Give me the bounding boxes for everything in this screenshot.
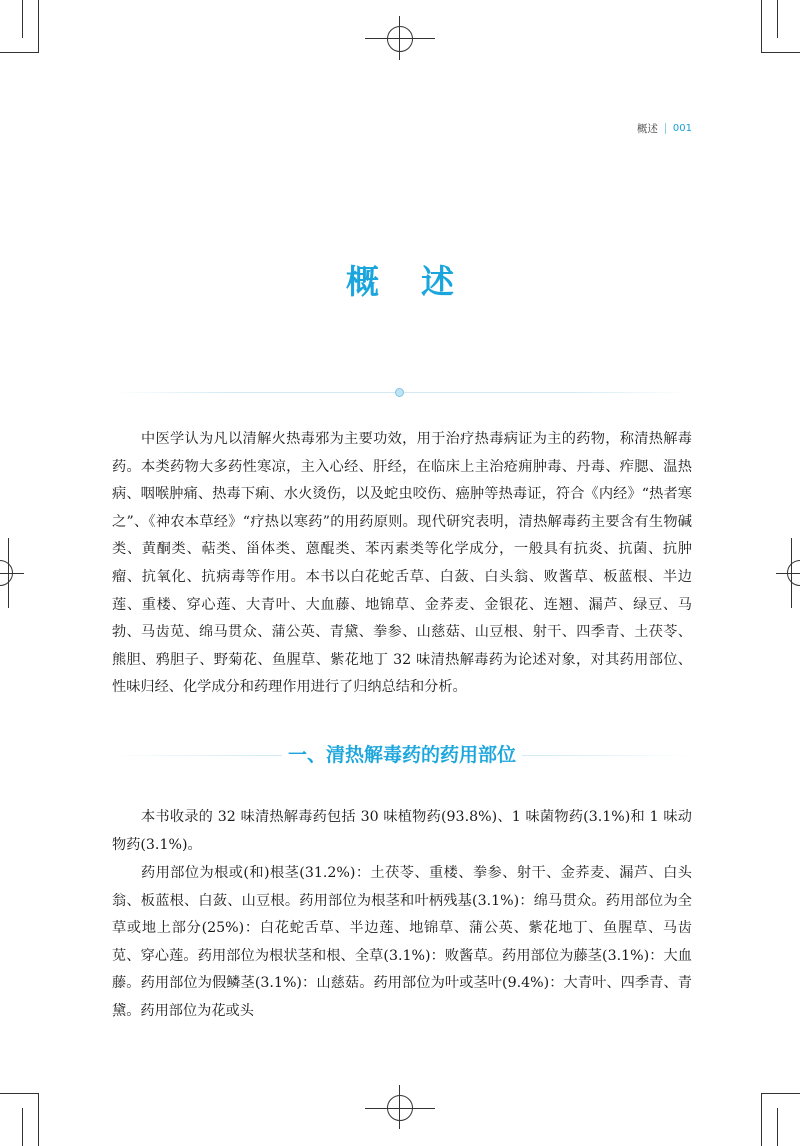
- running-head-separator: [665, 123, 666, 134]
- section-paragraph-2: 药用部位为根或(和)根茎(31.2%)：土茯苓、重楼、拳参、射干、金荞麦、漏芦、白头翁、板蓝根、白蔹、山豆根。药用部位为根茎和叶柄残基(3.1%)：绵马贯众。药用部位为全草或地上部分(25%)：白花蛇舌草、半边莲、地锦草、蒲公英、紫花地丁、鱼腥草、马齿苋、穿心莲。药用部位为根状茎和根、全草(3.1%)：败酱草。药用部位为藤茎(3.1%)：大血藤。药用部位为假鳞茎(3.1%)：山慈菇。药用部位为叶或茎叶(9.4%)：大青叶、四季青、青黛。药用部位为花或头: [112, 865, 692, 1019]
- crop-mark: [761, 0, 762, 53]
- crop-mark: [0, 52, 38, 53]
- crop-mark: [777, 1108, 778, 1146]
- divider-ornament: [395, 388, 404, 397]
- crop-mark: [0, 1093, 38, 1094]
- running-head-title: 概述: [636, 123, 658, 135]
- crop-mark: [38, 1093, 39, 1146]
- intro-paragraph: 中医学认为凡以清解火热毒邪为主要功效，用于治疗热毒病证为主的药物，称清热解毒药。本类药物大多药性寒凉，主入心经、肝经，在临床上主治疮痈肿毒、丹毒、痄腮、温热病、咽喉肿痛、热毒下痢、水火烫伤，以及蛇虫咬伤、癌肿等热毒证，符合《内经》“热者寒之”、《神农本草经》“疗热以寒药”的用药原则。现代研究表明，清热解毒药主要含有生物碱类、黄酮类、萜类、甾体类、蒽醌类、苯丙素类等化学成分，一般具有抗炎、抗菌、抗肿瘤、抗氧化、抗病毒等作用。本书以白花蛇舌草、白蔹、白头翁、败酱草、板蓝根、半边莲、重楼、穿心莲、大青叶、大血藤、地锦草、金荞麦、金银花、连翘、漏芦、绿豆、马勃、马齿苋、绵马贯众、蒲公英、青黛、拳参、山慈菇、山豆根、射干、四季青、土茯苓、熊胆、鸦胆子、野菊花、鱼腥草、紫花地丁 32 味清热解毒药为论述对象，对其药用部位、性味归经、化学成分和药理作用进行了归纳总结和分析。: [112, 431, 692, 696]
- crop-mark: [761, 1093, 762, 1146]
- crop-mark: [38, 0, 39, 53]
- crop-mark: [22, 0, 23, 38]
- crop-mark: [777, 0, 778, 38]
- section-paragraph-1: 本书收录的 32 味清热解毒药包括 30 味植物药(93.8%)、1 味菌物药(3.1%)和 1 味动物药(3.1%)。: [112, 809, 692, 853]
- page-number: 001: [672, 123, 692, 134]
- section-heading: 一、清热解毒药的药用部位: [282, 744, 522, 766]
- crop-mark: [22, 1108, 23, 1146]
- section-heading-block: [112, 740, 692, 770]
- running-head: [637, 121, 692, 136]
- crop-mark: [762, 52, 800, 53]
- chapter-title: 概述: [346, 262, 496, 301]
- crop-mark: [762, 1093, 800, 1094]
